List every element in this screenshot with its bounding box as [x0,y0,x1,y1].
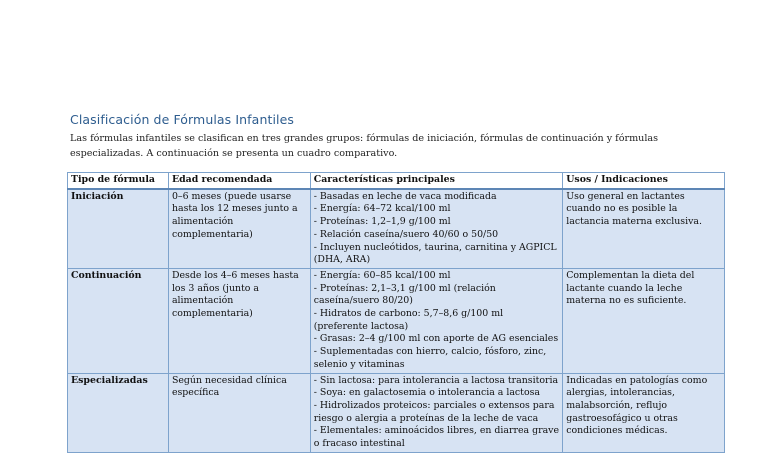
cell-age: 0–6 meses (puede usarse hasta los 12 meses junto a alimentación complementaria) [168,189,310,269]
comparison-table [67,172,725,453]
feature-line: - Incluyen nucleótidos, taurina, carnitina y AGPICL (DHA, ARA) [313,241,557,266]
table-row-iniciacion [68,189,725,269]
feature-line: - Sin lactosa: para intolerancia a lactosa transitoria [313,374,559,386]
feature-line: - Soya: en galactosemia o intolerancia a lactosa [313,387,540,399]
cell-uses: Complementan la dieta del lactante cuando la leche materna no es suficiente. [563,268,725,373]
table-header-row [68,173,725,189]
table-row-especializadas [68,373,725,452]
feature-line: - Relación caseína/suero 40/60 o 50/50 [313,228,499,240]
cell-type: Especializadas [68,373,169,452]
feature-line: - Energía: 64–72 kcal/100 ml [313,203,451,215]
feature-line: - Proteínas: 2,1–3,1 g/100 ml (relación caseína/suero 80/20) [313,282,496,307]
feature-line: - Energía: 60–85 kcal/100 ml [313,269,451,281]
feature-line: - Suplementadas con hierro, calcio, fósforo, zinc, selenio y vitaminas [313,346,547,370]
cell-age: Desde los 4–6 meses hasta los 3 años (junto a alimentación complementaria) [168,268,310,373]
cell-uses: Uso general en lactantes cuando no es posible la lactancia materna exclusiva. [563,189,725,269]
feature-line: - Basadas en leche de vaca modificada [313,190,497,202]
header-type: Tipo de fórmula [68,173,169,189]
cell-features [310,189,562,269]
cell-age: Según necesidad clínica específica [168,373,310,452]
section-title: Clasificación de Fórmulas Infantiles [70,112,295,127]
cell-uses: Indicadas en patologías como alergias, intolerancias, malabsorción, reflujo gastroesofágico u otras condiciones médicas. [563,373,725,452]
table-row-continuacion [68,268,725,373]
feature-line: - Hidrolizados proteicos: parciales o extensos para riesgo o alergia a proteínas de la leche de vaca [313,399,555,424]
cell-type: Iniciación [68,189,169,269]
header-features: Características principales [310,173,562,189]
feature-line: - Hidratos de carbono: 5,7–8,6 g/100 ml (preferente lactosa) [313,308,504,332]
cell-type: Continuación [68,268,169,373]
feature-line: - Grasas: 2–4 g/100 ml con aporte de AG esenciales [313,333,559,345]
header-age: Edad recomendada [168,173,310,189]
intro-paragraph: Las fórmulas infantiles se clasifican en tres grandes grupos: fórmulas de iniciación, fórmulas de continuación y fórmulas especializadas. A continuación se presenta un cuadro comparativo. [70,133,659,160]
cell-features [310,373,562,452]
feature-line: - Elementales: aminoácidos libres, en diarrea grave o fracaso intestinal [313,425,560,450]
header-uses: Usos / Indicaciones [563,173,725,189]
cell-features [310,268,562,373]
feature-line: - Proteínas: 1,2–1,9 g/100 ml [313,216,451,228]
